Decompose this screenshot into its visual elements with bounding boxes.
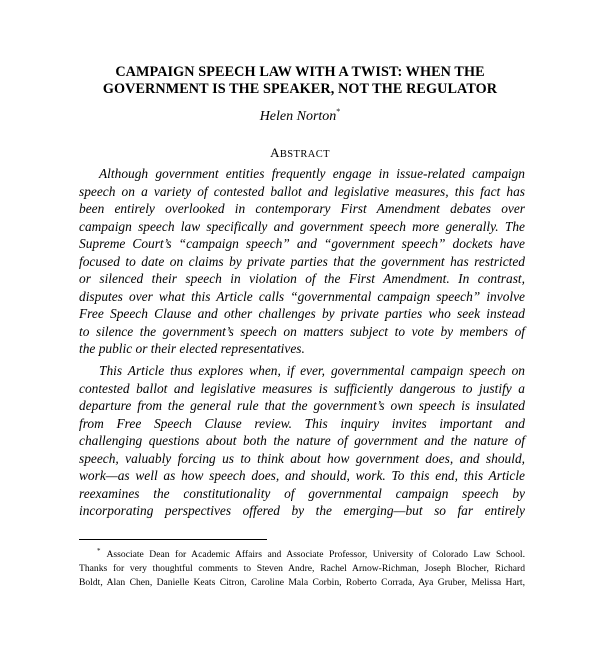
abstract-p2-line: challenging questions about both the nature of government and the nature of <box>79 433 525 448</box>
abstract-heading-rest: BSTRACT <box>279 149 330 160</box>
article-title-line-2: GOVERNMENT IS THE SPEAKER, NOT THE REGULATOR <box>102 81 498 97</box>
author-line <box>40 109 560 125</box>
abstract-paragraph-1 <box>79 165 525 358</box>
abstract-p1-line: Supreme Court’s “campaign speech” and “government speech” dockets have <box>79 236 525 251</box>
footnote <box>79 548 525 590</box>
abstract-p2-line: contested ballot and legislative measures is sufficiently dangerous to justify a <box>79 380 525 396</box>
author-footnote-mark: * <box>336 107 341 116</box>
footnote-line: Thanks for very thoughtful comments to Steven Andre, Rachel Arnow-Richman, Joseph Blocher, Richard <box>79 563 525 574</box>
abstract-p1-line: Free Speech Clause and other challenges by private parties who seek instead <box>79 306 525 321</box>
abstract-p2-line: from Free Speech Clause review. This inquiry invites important and <box>79 415 525 431</box>
abstract-p1-line: to silence the government’s speech on matters subject to vote by members of <box>79 323 525 339</box>
abstract-p1-line: the public or their elected representatives. <box>79 341 305 356</box>
abstract-paragraph-2 <box>79 362 525 520</box>
abstract-p2-line: incorporating perspectives offered by the emerging—but so far entirely <box>79 503 525 518</box>
abstract-p1-line: or silenced their speech in violation of the First Amendment. In contrast, <box>79 271 525 286</box>
footnote-line <box>79 548 525 562</box>
abstract-p1-line: Although government entities frequently engage in issue-related campaign <box>99 166 525 181</box>
abstract-p1-line: campaign speech law specifically and government speech more generally. The <box>79 218 525 234</box>
abstract-p2-line: departure from the general rule that the government’s own speech is insulated <box>79 398 525 413</box>
abstract-p2-line: work—as well as how speech does, and should, work. To this end, this Article <box>79 468 525 483</box>
footnote-line-text: Associate Dean for Academic Affairs and Associate Professor, University of Colorado Law School. <box>106 549 525 560</box>
abstract-heading <box>40 145 560 162</box>
abstract-p1-line: speech on a variety of contested ballot and legislative measures, this fact has <box>79 183 525 199</box>
footnote-line: Boldt, Alan Chen, Danielle Keats Citron, Caroline Mala Corbin, Roberto Corrada, Aya Gruber, Melissa Hart, <box>79 577 525 588</box>
abstract-p2-line: speech, valuably forcing us to think about how government does, and should, <box>79 450 525 466</box>
article-title <box>40 64 560 98</box>
abstract-p1-line: been entirely overlooked in contemporary First Amendment debates over <box>79 201 525 216</box>
abstract-p1-line: disputes over what this Article calls “governmental campaign speech” involve <box>79 288 525 304</box>
article-title-line-1: CAMPAIGN SPEECH LAW WITH A TWIST: WHEN THE <box>115 64 485 80</box>
footnote-mark: * <box>97 547 101 555</box>
abstract-p2-line: reexamines the constitutionality of governmental campaign speech by <box>79 485 525 501</box>
abstract-p1-line: focused to date on claims by private parties that the government has restricted <box>79 253 525 269</box>
abstract-p2-line: This Article thus explores when, if ever, governmental campaign speech on <box>99 363 525 378</box>
abstract-heading-initial: A <box>270 145 280 160</box>
author-name: Helen Norton <box>259 109 337 124</box>
footnote-separator <box>79 539 267 540</box>
